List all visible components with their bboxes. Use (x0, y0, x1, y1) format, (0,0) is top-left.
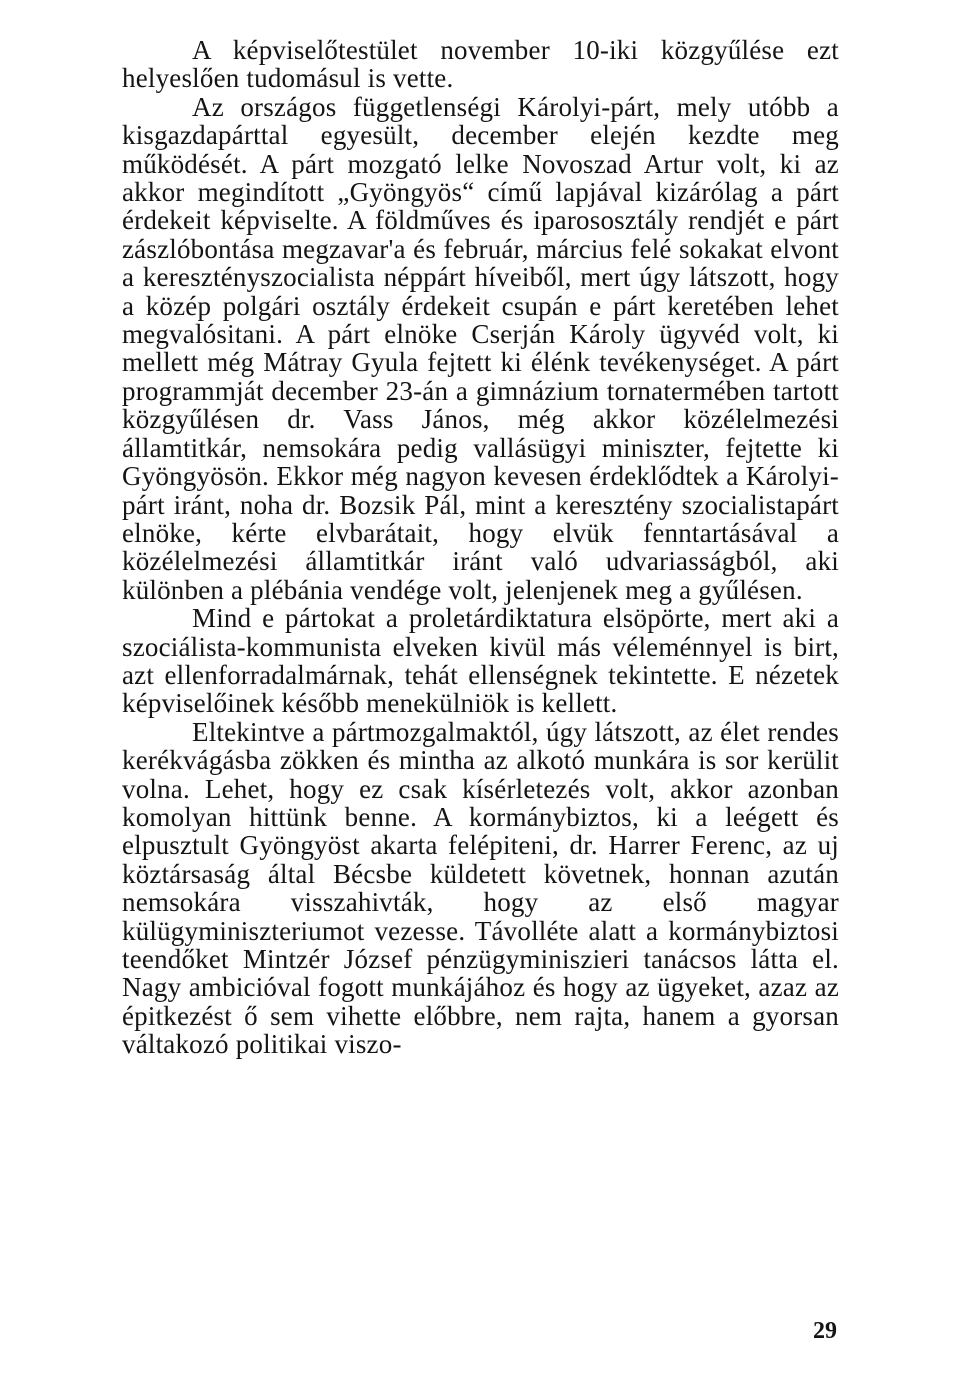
paragraph: A képviselőtestület november 10-iki közgyűlése ezt helyeslően tudomásul is vette. (122, 35, 839, 94)
paragraph: Eltekintve a pártmozgalmaktól, úgy látszott, az élet rendes kerékvágásba zökken és mintha az alkotó munkára is sor kerülit volna. Lehet, hogy ez csak kísérletezés volt, akkor azonban komolyan hittünk benne. A kormánybiztos, ki a leégett és elpusztult Gyöngyöst akarta felépiteni, dr. Harrer Ferenc, az uj köztársaság által Bécsbe küldetett követnek, honnan azután nemsokára visszahivták, hogy az első magyar külügyminiszteriumot vezesse. Távolléte alatt a kormánybiztosi teendőket Mintzér József pénzügyminiszieri tanácsos látta el. Nagy ambicióval fogott munkájához és hogy az ügyeket, azaz az épitkezést ő sem vihette előbbre, nem rajta, hanem a gyorsan váltakozó politikai viszo- (122, 716, 839, 1060)
paragraph: Az országos függetlenségi Károlyi-párt, mely utóbb a kisgazdapárttal egyesült, december elején kezdte meg működését. A párt mozgató lelke Novoszad Artur volt, ki az akkor megindított „Gyöngyös“ című lapjával kizárólag a párt érdekeit képviselte. A földműves és iparososztály rendjét e párt zászlóbontása megzavar'a és február, március felé sokakat elvont a keresztényszocialista néppárt híveiből, mert úgy látszott, hogy a közép polgári osztály érdekeit csupán e párt keretében lehet megvalósitani. A párt elnöke Cserján Károly ügyvéd volt, ki mellett még Mátray Gyula fejtett ki élénk tevékenységet. A párt programmját december 23-án a gimnázium tornatermében tartott közgyűlésen dr. Vass János, még akkor közélelmezési államtitkár, nemsokára pedig vallásügyi miniszter, fejtette ki Gyöngyösön. Ekkor még nagyon kevesen érdeklődtek a Károlyi-párt iránt, noha dr. Bozsik Pál, mint a keresztény szocialistapárt elnöke, kérte elvbarátait, hogy elvük fenntartásával a közélelmezési államtitkár iránt való udvariasságból, aki különben a plébánia vendége volt, jelenjenek meg a gyűlésen. (122, 91, 839, 605)
body-text (122, 36, 839, 1059)
page-number: 29 (813, 1318, 837, 1344)
paragraph: Mind e pártokat a proletárdiktatura elsöpörte, mert aki a szociálista-kommunista elveken kivül más véleménnyel is birt, azt ellenforradalmárnak, tehát ellenségnek tekintette. E nézetek képviselőinek később menekülniök is kellett. (122, 603, 839, 719)
